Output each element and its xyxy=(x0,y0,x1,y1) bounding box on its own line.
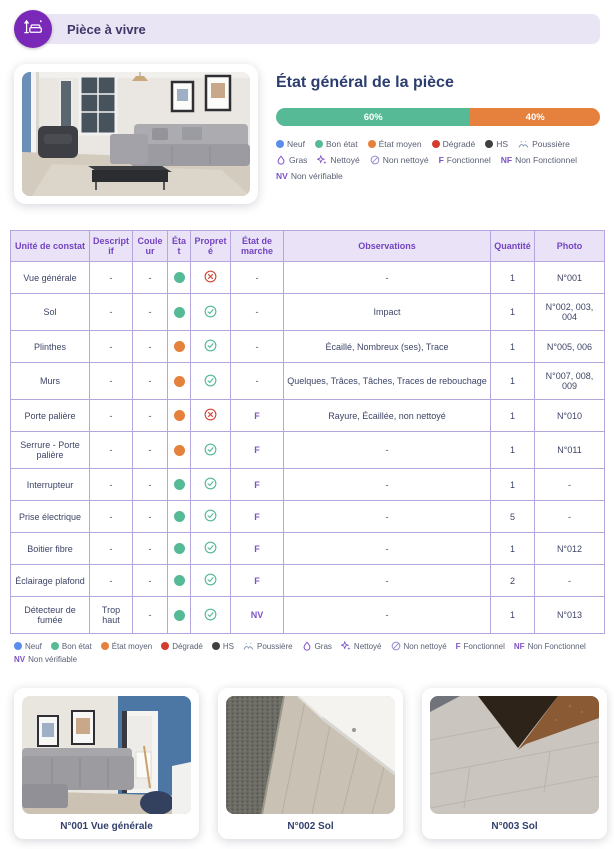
check-circle-icon xyxy=(204,339,217,352)
table-row xyxy=(11,400,605,432)
bon_etat-dot xyxy=(174,479,185,490)
column-header: État xyxy=(168,231,191,262)
legend-label: Poussière xyxy=(257,641,293,651)
table-row xyxy=(11,363,605,400)
cell-proprete xyxy=(191,597,231,634)
cell-etat xyxy=(168,565,191,597)
cell-unite: Porte palière xyxy=(11,400,90,432)
check-circle-icon xyxy=(204,305,217,318)
grease-icon xyxy=(276,155,286,165)
cell-photo: N°012 xyxy=(535,533,605,565)
overview-title: État général de la pièce xyxy=(276,74,454,91)
cell-quantite: 1 xyxy=(491,400,535,432)
cell-marche: - xyxy=(231,262,284,294)
legend-label: État moyen xyxy=(111,641,153,651)
legend-item xyxy=(456,642,505,651)
cell-couleur: - xyxy=(133,597,168,634)
not-cleaned-icon xyxy=(370,155,380,165)
cell-unite: Boitier fibre xyxy=(11,533,90,565)
cell-photo: N°010 xyxy=(535,400,605,432)
table-row xyxy=(11,469,605,501)
legend-label: Bon état xyxy=(61,641,92,651)
progress-segment: 40% xyxy=(470,108,600,126)
cell-descriptif: - xyxy=(90,501,133,533)
cell-observations: - xyxy=(284,533,491,565)
cell-quantite: 1 xyxy=(491,294,535,331)
legend-item xyxy=(101,642,152,651)
section-title-bar xyxy=(33,14,600,44)
photo-n003-image xyxy=(430,696,599,814)
table-body xyxy=(11,262,605,634)
grease-icon xyxy=(302,641,312,651)
x-circle-icon xyxy=(204,408,217,421)
etat_moyen-dot xyxy=(174,341,185,352)
cell-marche: - xyxy=(231,331,284,363)
cell-descriptif: Trop haut xyxy=(90,597,133,634)
cell-descriptif: - xyxy=(90,533,133,565)
main-photo-card[interactable] xyxy=(14,64,258,204)
legend-label: Non Fonctionnel xyxy=(515,155,577,165)
cell-unite: Éclairage plafond xyxy=(11,565,90,597)
check-circle-icon xyxy=(204,477,217,490)
column-header: Descriptif xyxy=(90,231,133,262)
cell-descriptif: - xyxy=(90,565,133,597)
check-circle-icon xyxy=(204,443,217,456)
bon_etat-dot xyxy=(174,272,185,283)
cell-marche: - xyxy=(231,363,284,400)
cell-quantite: 1 xyxy=(491,331,535,363)
cell-couleur: - xyxy=(133,469,168,501)
cell-quantite: 1 xyxy=(491,432,535,469)
legend-item xyxy=(161,642,203,651)
cell-descriptif: - xyxy=(90,331,133,363)
couch-icon xyxy=(14,10,52,48)
cell-quantite: 1 xyxy=(491,469,535,501)
cell-quantite: 1 xyxy=(491,533,535,565)
check-circle-icon xyxy=(204,573,217,586)
state-legend xyxy=(276,139,600,181)
cell-photo: N°013 xyxy=(535,597,605,634)
legend-label: Bon état xyxy=(325,139,358,149)
cell-proprete xyxy=(191,565,231,597)
legend-label: HS xyxy=(496,139,509,149)
column-header: Observations xyxy=(284,231,491,262)
cell-photo: N°002, 003, 004 xyxy=(535,294,605,331)
cell-descriptif: - xyxy=(90,469,133,501)
hs-dot xyxy=(485,140,493,148)
column-header: État de marche xyxy=(231,231,284,262)
dust-icon xyxy=(518,140,529,149)
check-circle-icon xyxy=(204,374,217,387)
legend-item xyxy=(485,139,508,149)
cell-unite: Serrure - Porte palière xyxy=(11,432,90,469)
table-row xyxy=(11,501,605,533)
etat_moyen-dot xyxy=(174,445,185,456)
status-code: F xyxy=(254,575,260,586)
photo-label: N°002 Sol xyxy=(287,821,334,832)
cell-etat xyxy=(168,363,191,400)
cell-photo: N°005, 006 xyxy=(535,331,605,363)
cell-etat xyxy=(168,262,191,294)
legend-item xyxy=(514,642,586,651)
cell-proprete xyxy=(191,533,231,565)
status-code: F xyxy=(254,410,260,421)
photo-thumbnail-n003[interactable] xyxy=(422,688,607,839)
legend-item xyxy=(14,655,77,664)
cell-observations: - xyxy=(284,469,491,501)
etat_moyen-dot xyxy=(174,376,185,387)
cell-proprete xyxy=(191,469,231,501)
bon_etat-dot xyxy=(174,543,185,554)
cell-marche xyxy=(231,400,284,432)
column-header: Couleur xyxy=(133,231,168,262)
neuf-dot xyxy=(276,140,284,148)
legend-item xyxy=(14,642,42,651)
cell-proprete xyxy=(191,400,231,432)
cell-descriptif: - xyxy=(90,262,133,294)
cell-unite: Murs xyxy=(11,363,90,400)
status-code: F xyxy=(254,445,260,455)
check-circle-icon xyxy=(204,541,217,554)
legend-label: Nettoyé xyxy=(353,641,382,651)
legend-label: Non nettoyé xyxy=(403,641,447,651)
legend-item xyxy=(317,155,359,165)
cell-observations: - xyxy=(284,597,491,634)
legend-label: Dégradé xyxy=(442,139,476,149)
photo-thumbnail-n002[interactable] xyxy=(218,688,403,839)
legend-item xyxy=(276,139,305,149)
cell-etat xyxy=(168,597,191,634)
cell-descriptif: - xyxy=(90,294,133,331)
table-row xyxy=(11,331,605,363)
degrade-dot xyxy=(161,642,169,650)
legend-label: État moyen xyxy=(378,139,422,149)
cell-etat xyxy=(168,432,191,469)
legend-item xyxy=(501,155,577,165)
legend-label: Non nettoyé xyxy=(382,155,429,165)
bon_etat-dot xyxy=(174,307,185,318)
cell-marche xyxy=(231,432,284,469)
status-code: NF xyxy=(500,155,513,165)
column-header: Quantité xyxy=(491,231,535,262)
legend-label: Non vérifiable xyxy=(28,655,78,664)
progress-bar xyxy=(276,108,600,126)
bon_etat-dot xyxy=(174,511,185,522)
cell-unite: Sol xyxy=(11,294,90,331)
overview-panel xyxy=(276,64,600,204)
report-header xyxy=(14,10,600,48)
table-row xyxy=(11,565,605,597)
legend-item xyxy=(370,155,429,165)
cell-descriptif: - xyxy=(90,363,133,400)
cell-couleur: - xyxy=(133,294,168,331)
legend-item xyxy=(439,155,491,165)
legend-label: Fonctionnel xyxy=(446,155,491,165)
etat_moyen-dot xyxy=(368,140,376,148)
legend-item xyxy=(315,139,358,149)
cell-quantite: 2 xyxy=(491,565,535,597)
status-code: F xyxy=(254,543,260,554)
legend-item xyxy=(368,139,422,149)
cell-etat xyxy=(168,501,191,533)
column-header: Propreté xyxy=(191,231,231,262)
photo-thumbnail-n001[interactable] xyxy=(14,688,199,839)
table-row xyxy=(11,533,605,565)
status-code: F xyxy=(254,479,260,490)
table-header-row xyxy=(11,231,605,262)
table-row xyxy=(11,597,605,634)
legend-label: Non vérifiable xyxy=(290,171,343,181)
cell-proprete xyxy=(191,262,231,294)
legend-item xyxy=(212,642,234,651)
cell-proprete xyxy=(191,363,231,400)
neuf-dot xyxy=(14,642,22,650)
legend-label: Dégradé xyxy=(172,641,203,651)
status-code: NV xyxy=(250,610,264,620)
legend-item xyxy=(302,641,332,651)
cell-etat xyxy=(168,331,191,363)
cell-photo: N°001 xyxy=(535,262,605,294)
status-code: F xyxy=(455,641,461,651)
etat_moyen-dot xyxy=(174,410,185,421)
cell-descriptif: - xyxy=(90,400,133,432)
cell-observations: Quelques, Trâces, Tâches, Traces de rebouchage xyxy=(284,363,491,400)
cell-couleur: - xyxy=(133,432,168,469)
legend-label: Poussière xyxy=(532,139,570,149)
cell-observations: Impact xyxy=(284,294,491,331)
photo-n002-image xyxy=(226,696,395,814)
status-code: F xyxy=(254,511,260,522)
cell-proprete xyxy=(191,294,231,331)
table-legend xyxy=(14,641,600,664)
cell-couleur: - xyxy=(133,400,168,432)
degrade-dot xyxy=(432,140,440,148)
column-header: Unité de constat xyxy=(11,231,90,262)
legend-label: Non Fonctionnel xyxy=(527,641,586,651)
table-row xyxy=(11,432,605,469)
photo-n001-image xyxy=(22,696,191,814)
page-title: Pièce à vivre xyxy=(67,21,146,37)
bon_etat-dot xyxy=(174,610,185,621)
cell-observations: Écaillé, Nombreux (ses), Trace xyxy=(284,331,491,363)
cell-proprete xyxy=(191,501,231,533)
sparkle-icon xyxy=(341,641,351,651)
legend-item xyxy=(243,642,293,651)
cell-marche xyxy=(231,469,284,501)
cell-couleur: - xyxy=(133,363,168,400)
photos-section xyxy=(14,688,600,839)
legend-item xyxy=(51,642,92,651)
cell-observations: - xyxy=(284,262,491,294)
sparkle-icon xyxy=(317,155,327,165)
legend-item xyxy=(432,139,476,149)
legend-item xyxy=(276,155,307,165)
cell-marche xyxy=(231,533,284,565)
cell-unite: Prise électrique xyxy=(11,501,90,533)
x-circle-icon xyxy=(204,270,217,283)
cell-couleur: - xyxy=(133,533,168,565)
cell-observations: Rayure, Écaillée, non nettoyé xyxy=(284,400,491,432)
photo-label: N°003 Sol xyxy=(491,821,538,832)
legend-item xyxy=(276,171,343,181)
legend-label: Neuf xyxy=(287,139,305,149)
cell-proprete xyxy=(191,432,231,469)
cell-descriptif: - xyxy=(90,432,133,469)
constat-table xyxy=(10,230,605,634)
cell-unite: Plinthes xyxy=(11,331,90,363)
status-code: NV xyxy=(276,171,288,181)
table-row xyxy=(11,294,605,331)
cell-marche xyxy=(231,501,284,533)
cell-photo: - xyxy=(535,501,605,533)
cell-photo: N°011 xyxy=(535,432,605,469)
cell-photo: N°007, 008, 009 xyxy=(535,363,605,400)
cell-couleur: - xyxy=(133,331,168,363)
cell-quantite: 1 xyxy=(491,262,535,294)
cell-etat xyxy=(168,533,191,565)
cell-quantite: 1 xyxy=(491,597,535,634)
cell-etat xyxy=(168,400,191,432)
cell-unite: Vue générale xyxy=(11,262,90,294)
legend-label: Neuf xyxy=(25,641,42,651)
cell-couleur: - xyxy=(133,262,168,294)
legend-label: Nettoyé xyxy=(330,155,360,165)
cell-marche: - xyxy=(231,294,284,331)
legend-label: Gras xyxy=(314,641,332,651)
cell-quantite: 1 xyxy=(491,363,535,400)
bon_etat-dot xyxy=(315,140,323,148)
etat_moyen-dot xyxy=(101,642,109,650)
bon_etat-dot xyxy=(174,575,185,586)
table-row xyxy=(11,262,605,294)
cell-observations: - xyxy=(284,565,491,597)
legend-item xyxy=(391,641,447,651)
cell-etat xyxy=(168,294,191,331)
cell-unite: Interrupteur xyxy=(11,469,90,501)
not-cleaned-icon xyxy=(391,641,401,651)
photo-label: N°001 Vue générale xyxy=(60,821,153,832)
progress-segment: 60% xyxy=(276,108,470,126)
cell-proprete xyxy=(191,331,231,363)
status-code: NF xyxy=(513,641,525,651)
cell-photo: - xyxy=(535,469,605,501)
cell-quantite: 5 xyxy=(491,501,535,533)
living-room-photo xyxy=(22,72,250,196)
general-state-section xyxy=(14,64,600,204)
legend-item xyxy=(518,139,570,149)
status-code: F xyxy=(438,155,444,165)
cell-marche xyxy=(231,565,284,597)
status-code: NV xyxy=(14,655,26,664)
cell-observations: - xyxy=(284,501,491,533)
legend-label: Fonctionnel xyxy=(463,641,505,651)
cell-marche xyxy=(231,597,284,634)
bon_etat-dot xyxy=(51,642,59,650)
cell-couleur: - xyxy=(133,501,168,533)
cell-unite: Détecteur de fumée xyxy=(11,597,90,634)
dust-icon xyxy=(243,642,254,651)
check-circle-icon xyxy=(204,608,217,621)
cell-photo: - xyxy=(535,565,605,597)
column-header: Photo xyxy=(535,231,605,262)
legend-item xyxy=(341,641,382,651)
check-circle-icon xyxy=(204,509,217,522)
cell-observations: - xyxy=(284,432,491,469)
cell-couleur: - xyxy=(133,565,168,597)
legend-label: HS xyxy=(222,641,234,651)
cell-etat xyxy=(168,469,191,501)
hs-dot xyxy=(212,642,220,650)
legend-label: Gras xyxy=(289,155,308,165)
